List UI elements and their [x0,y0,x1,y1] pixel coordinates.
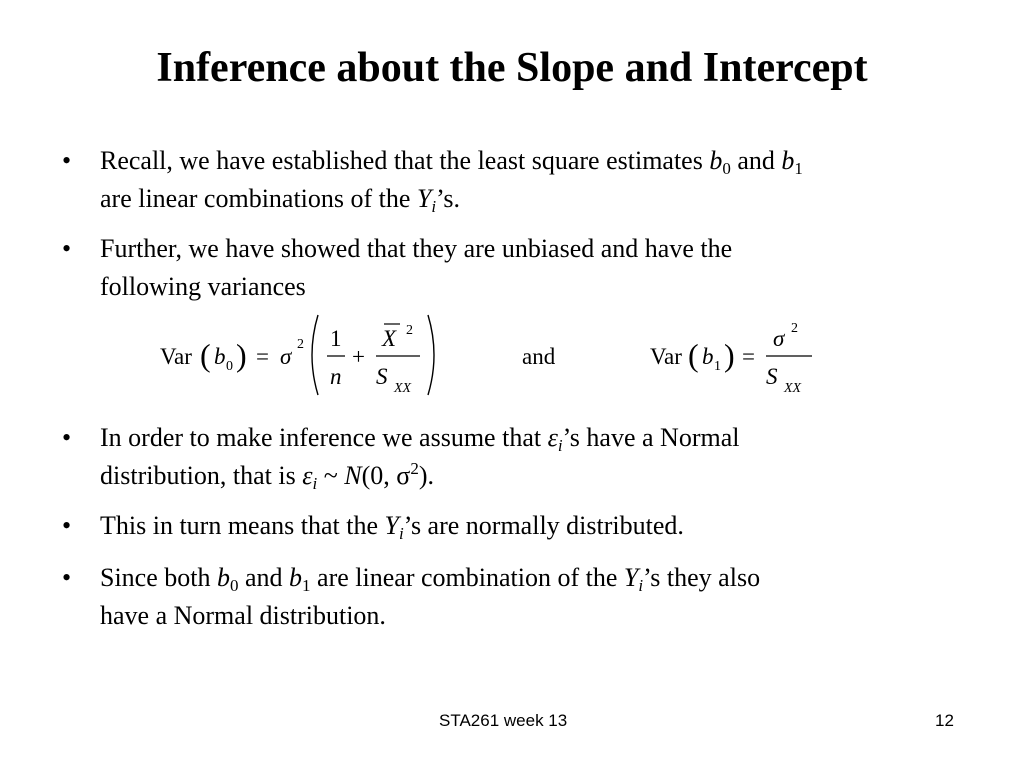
svg-text:XX: XX [784,381,802,396]
bullet-marker: • [62,511,72,540]
bullet-marker: • [62,234,72,263]
svg-text:2: 2 [297,337,304,352]
svg-text:=: = [256,344,269,369]
svg-text:): ) [724,337,735,373]
svg-text:1: 1 [330,326,342,351]
slide-title: Inference about the Slope and Intercept [156,45,868,91]
bullet-marker: • [62,146,72,175]
svg-text:σ: σ [773,326,785,351]
svg-text:XX: XX [394,381,412,396]
svg-text:b: b [702,344,714,369]
svg-text:2: 2 [406,323,413,338]
footer-course: STA261 week 13 [439,711,568,730]
svg-text:σ: σ [280,344,292,369]
svg-text:(: ( [200,337,211,373]
svg-text:Var: Var [650,344,682,369]
equation-and: and [522,344,556,369]
svg-text:1: 1 [714,359,721,374]
svg-text:Var: Var [160,344,192,369]
footer-page-number: 12 [935,711,954,730]
svg-text:=: = [742,344,755,369]
variance-equations [0,310,1024,410]
svg-text:X: X [382,326,397,351]
bullet-normal-assumption: • In order to make inference we assume that $\varepsilon_i’s$ have a Normal distribution, that is $\varepsilon_i$ ~ N(0, $\sigma^2$). [62,419,962,495]
svg-text:+: + [352,344,365,369]
bullet-yi-normal: • This in turn means that the $Y_i’s$ are normally distributed. [62,507,962,545]
bullet-least-squares: • Recall, we have established that the least square estimates $b_0$ and $b_1$ are linear combinations of the $Y_i’s$. [62,142,962,218]
svg-text:n: n [330,364,342,389]
bullet-unbiased: • Further, we have showed that they are unbiased and have the following variances [62,230,962,306]
svg-text:S: S [766,364,778,389]
svg-text:): ) [236,337,247,373]
bullet-marker: • [62,423,72,452]
svg-text:(: ( [688,337,699,373]
svg-text:2: 2 [791,321,798,336]
bullet-marker: • [62,563,72,592]
var-b1-equation [650,321,812,396]
svg-text:0: 0 [226,359,233,374]
svg-text:S: S [376,364,388,389]
svg-text:b: b [214,344,226,369]
var-b0-equation [160,315,434,396]
bullet-b0-b1-normal: • Since both $b_0$ and $b_1$ are linear combination of the $Y_i’s$ they also have a Normal distribution. [62,559,962,635]
